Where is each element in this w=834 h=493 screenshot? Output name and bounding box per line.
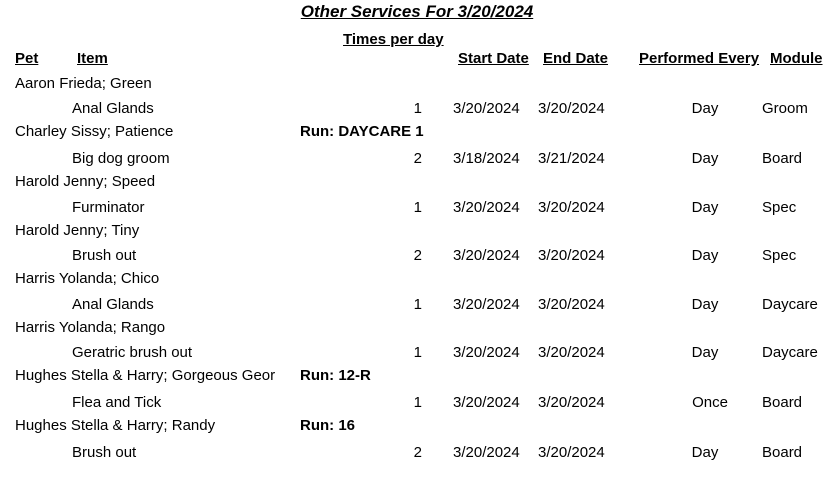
performed-every: Once bbox=[692, 394, 728, 411]
start-date: 3/20/2024 bbox=[453, 444, 520, 461]
start-date: 3/20/2024 bbox=[453, 394, 520, 411]
service-item: Anal Glands bbox=[72, 296, 154, 313]
end-date: 3/20/2024 bbox=[538, 344, 605, 361]
start-date: 3/20/2024 bbox=[453, 100, 520, 117]
pet-name: Hughes Stella & Harry; Randy bbox=[15, 417, 216, 434]
module: Daycare bbox=[762, 296, 818, 313]
service-item: Brush out bbox=[72, 247, 137, 264]
performed-every: Day bbox=[691, 344, 719, 361]
service-item: Furminator bbox=[72, 199, 145, 216]
run-label: Run: 12-R bbox=[300, 367, 371, 384]
end-date: 3/20/2024 bbox=[538, 444, 605, 461]
pet-name: Aaron Frieda; Green bbox=[15, 75, 152, 92]
performed-every: Day bbox=[691, 296, 719, 313]
end-date: 3/20/2024 bbox=[538, 100, 605, 117]
pet-name: Harris Yolanda; Rango bbox=[15, 319, 166, 336]
end-date: 3/20/2024 bbox=[538, 394, 605, 411]
report-title: Other Services For 3/20/2024 bbox=[300, 2, 534, 21]
times-per-day: 1 bbox=[413, 199, 422, 216]
module: Spec bbox=[762, 199, 797, 216]
pet-name: Harold Jenny; Tiny bbox=[15, 222, 140, 239]
service-item: Flea and Tick bbox=[72, 394, 162, 411]
run-label: Run: 16 bbox=[300, 417, 356, 434]
times-per-day: 2 bbox=[413, 247, 422, 264]
run-label: Run: DAYCARE 1 bbox=[300, 123, 424, 140]
times-per-day: 1 bbox=[413, 344, 422, 361]
module: Board bbox=[762, 444, 803, 461]
start-date: 3/20/2024 bbox=[453, 344, 520, 361]
end-date: 3/21/2024 bbox=[538, 150, 605, 167]
performed-every: Day bbox=[691, 100, 719, 117]
start-date: 3/20/2024 bbox=[453, 247, 520, 264]
pet-name: Harris Yolanda; Chico bbox=[15, 270, 160, 287]
service-item: Brush out bbox=[72, 444, 137, 461]
module: Spec bbox=[762, 247, 797, 264]
times-per-day: 1 bbox=[413, 296, 422, 313]
performed-every: Day bbox=[691, 150, 719, 167]
pet-name: Charley Sissy; Patience bbox=[15, 123, 174, 140]
header-module: Module bbox=[770, 50, 823, 67]
header-item: Item bbox=[77, 50, 108, 67]
start-date: 3/20/2024 bbox=[453, 296, 520, 313]
performed-every: Day bbox=[691, 199, 719, 216]
start-date: 3/18/2024 bbox=[453, 150, 520, 167]
header-end-date: End Date bbox=[543, 50, 609, 67]
header-pet: Pet bbox=[15, 50, 39, 67]
module: Board bbox=[762, 394, 803, 411]
module: Board bbox=[762, 150, 803, 167]
pet-name: Harold Jenny; Speed bbox=[15, 173, 156, 190]
module: Groom bbox=[762, 100, 808, 117]
service-item: Anal Glands bbox=[72, 100, 154, 117]
module: Daycare bbox=[762, 344, 818, 361]
header-performed-every: Performed Every bbox=[639, 50, 760, 67]
times-per-day: 1 bbox=[413, 100, 422, 117]
end-date: 3/20/2024 bbox=[538, 296, 605, 313]
header-start-date: Start Date bbox=[458, 50, 529, 67]
performed-every: Day bbox=[691, 444, 719, 461]
service-item: Big dog groom bbox=[72, 150, 170, 167]
header-times-per-day: Times per day bbox=[343, 31, 444, 48]
end-date: 3/20/2024 bbox=[538, 247, 605, 264]
start-date: 3/20/2024 bbox=[453, 199, 520, 216]
times-per-day: 2 bbox=[413, 150, 422, 167]
service-item: Geratric brush out bbox=[72, 344, 193, 361]
pet-name: Hughes Stella & Harry; Gorgeous Geor bbox=[15, 368, 276, 383]
performed-every: Day bbox=[691, 247, 719, 264]
times-per-day: 2 bbox=[413, 444, 422, 461]
times-per-day: 1 bbox=[413, 394, 422, 411]
end-date: 3/20/2024 bbox=[538, 199, 605, 216]
